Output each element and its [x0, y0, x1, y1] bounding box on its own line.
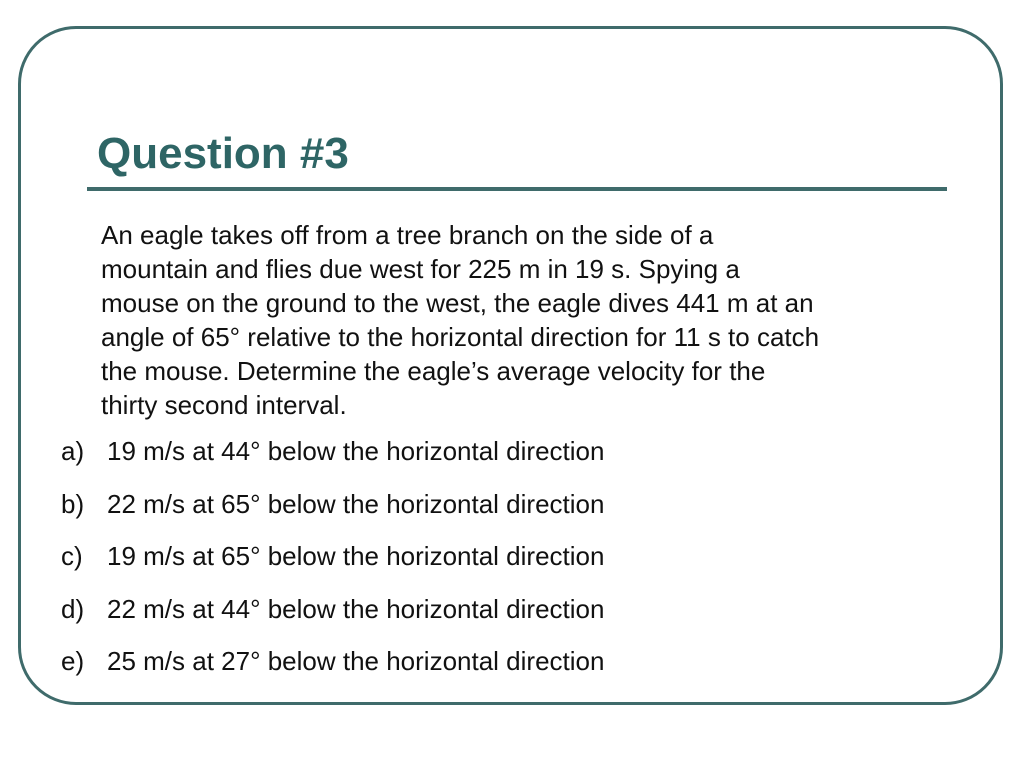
slide-title: Question #3	[97, 129, 349, 178]
question-line: mountain and flies due west for 225 m in 19 s. Spying a	[101, 254, 740, 284]
question-line: mouse on the ground to the west, the eagle dives 441 m at an	[101, 288, 814, 318]
answer-text: 22 m/s at 65° below the horizontal direction	[107, 488, 605, 519]
answer-choices-list	[61, 434, 604, 697]
answer-text: 19 m/s at 65° below the horizontal direction	[107, 541, 605, 571]
question-line: the mouse. Determine the eagle’s average velocity for the	[101, 356, 766, 386]
answer-text: 22 m/s at 44° below the horizontal direction	[107, 593, 605, 624]
answer-choice-a	[61, 434, 604, 487]
question-line: angle of 65° relative to the horizontal direction for 11 s to catch	[101, 322, 820, 352]
answer-choice-b	[61, 487, 604, 540]
answer-text: 19 m/s at 44° below the horizontal direction	[107, 436, 605, 466]
answer-letter: b)	[61, 488, 85, 519]
question-line: An eagle takes off from a tree branch on the side of a	[101, 220, 714, 250]
question-line: thirty second interval.	[101, 390, 347, 420]
title-underline-divider	[87, 187, 947, 191]
answer-letter: d)	[61, 593, 85, 624]
answer-text: 25 m/s at 27° below the horizontal direction	[107, 646, 605, 676]
answer-letter: a)	[61, 436, 85, 466]
answer-letter: e)	[61, 646, 85, 676]
answer-letter: c)	[61, 541, 83, 571]
answer-choice-e	[61, 644, 604, 697]
answer-choice-c	[61, 539, 604, 592]
answer-choice-d	[61, 592, 604, 645]
question-text	[101, 218, 981, 422]
